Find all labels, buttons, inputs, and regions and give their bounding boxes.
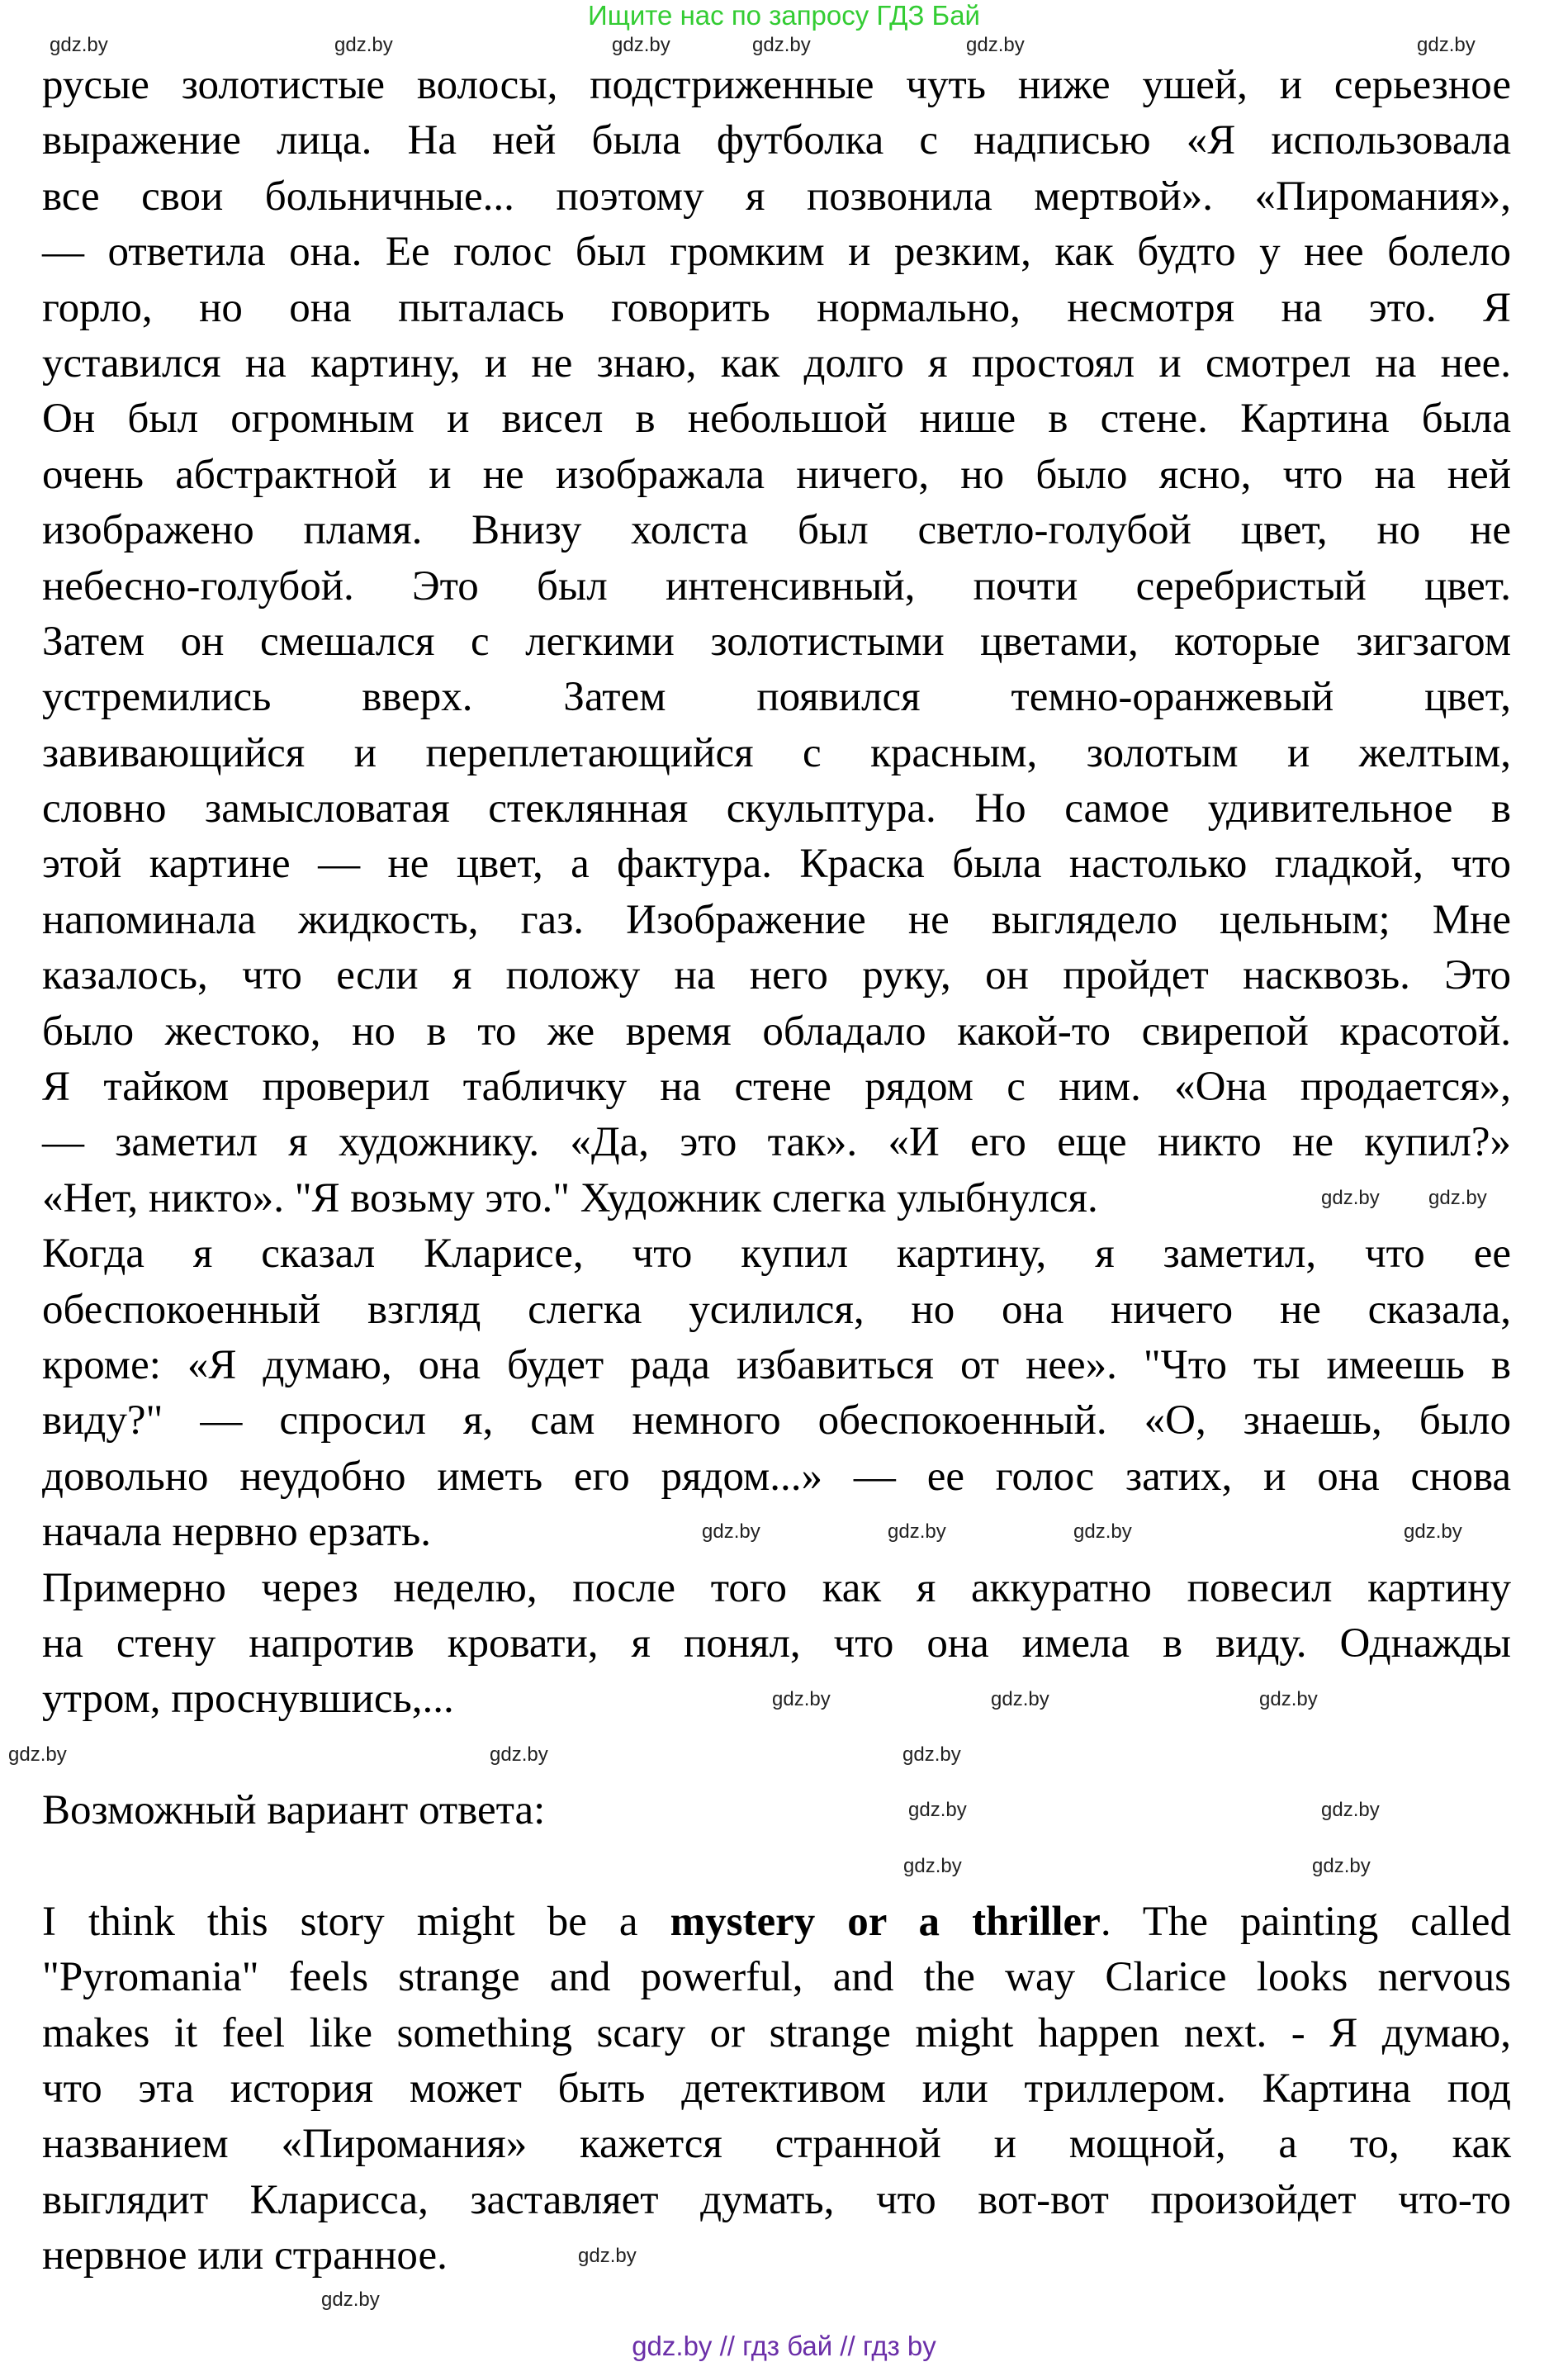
story-line: выражение лица. На ней была футболка с надписью «Я использовала (42, 117, 1511, 164)
answer-text: . The painting called (1100, 1898, 1511, 1945)
footer-links[interactable]: gdz.by // гдз бай // гдз by (632, 2331, 936, 2361)
watermark: gdz.by (1312, 1855, 1371, 1877)
answer-line: что эта история может быть детективом или триллером. Картина под (42, 2066, 1511, 2113)
story-line: русые золотистые волосы, подстриженные чуть ниже ушей, и серьезное (42, 62, 1511, 108)
story-line: Примерно через неделю, после того как я аккуратно повесил картину (42, 1564, 1511, 1611)
story-line: устремились вверх. Затем появился темно-оранжевый цвет, (42, 674, 1511, 721)
watermark: gdz.by (908, 1799, 967, 1821)
story-line: казалось, что если я положу на него руку, он пройдет насквозь. Это (42, 952, 1511, 999)
answer-line: названием «Пиромания» кажется странной и мощной, а то, как (42, 2121, 1511, 2168)
story-line: Я тайком проверил табличку на стене рядом с ним. «Она продается», (42, 1064, 1511, 1111)
watermark: gdz.by (1321, 1187, 1380, 1209)
story-line: уставился на картину, и не знаю, как долго я простоял и смотрел на нее. (42, 339, 1511, 387)
story-line: словно замысловатая стеклянная скульптура. Но самое удивительное в (42, 785, 1511, 832)
story-line: Затем он смешался с легкими золотистыми цветами, которые зигзагом (42, 618, 1511, 665)
answer-line: нервное или странное. (42, 2232, 448, 2279)
answer-line: "Pyromania" feels strange and powerful, and the way Clarice looks nervous (42, 1954, 1511, 2001)
watermark: gdz.by (1073, 1520, 1132, 1543)
story-line: было жестоко, но в то же время обладало какой-то свирепой красотой. (42, 1008, 1511, 1055)
story-line: напоминала жидкость, газ. Изображение не выглядело цельным; Мне (42, 896, 1511, 943)
answer-line: makes it feel like something scary or strange might happen next. - Я думаю, (42, 2009, 1511, 2056)
watermark: gdz.by (772, 1688, 831, 1710)
search-hint-banner: Ищите нас по запросу ГДЗ Бай (588, 0, 980, 31)
story-line: завивающийся и переплетающийся с красным, золотым и желтым, (42, 729, 1511, 776)
watermark: gdz.by (334, 34, 393, 56)
story-line: виду?" — спросил я, сам немного обеспокоенный. «О, знаешь, было (42, 1397, 1511, 1444)
story-line: изображено пламя. Внизу холста был светло-голубой цвет, но не (42, 507, 1511, 554)
watermark: gdz.by (702, 1520, 760, 1543)
watermark: gdz.by (752, 34, 811, 56)
story-line: кроме: «Я думаю, она будет рада избавиться от нее». "Что ты имеешь в (42, 1341, 1511, 1388)
watermark: gdz.by (903, 1855, 962, 1877)
watermark: gdz.by (1417, 34, 1476, 56)
story-line: — заметил я художнику. «Да, это так». «И его еще никто не купил?» (42, 1119, 1511, 1166)
answer-line (42, 1895, 1511, 1950)
story-line: «Нет, никто». "Я возьму это." Художник слегка улыбнулся. (42, 1174, 1098, 1221)
story-line: очень абстрактной и не изображала ничего, но было ясно, что на ней (42, 451, 1511, 498)
watermark: gdz.by (8, 1743, 67, 1766)
watermark: gdz.by (902, 1743, 961, 1766)
story-line: этой картине — не цвет, а фактура. Краска была настолько гладкой, что (42, 841, 1511, 888)
answer-heading: Возможный вариант ответа: (42, 1787, 546, 1834)
answer-text: I think this story might be a (42, 1898, 670, 1945)
story-line: довольно неудобно иметь его рядом...» — ее голос затих, и она снова (42, 1453, 1511, 1500)
story-line: горло, но она пыталась говорить нормально, несмотря на это. Я (42, 284, 1511, 331)
watermark: gdz.by (1321, 1799, 1380, 1821)
watermark: gdz.by (321, 2288, 380, 2311)
watermark: gdz.by (1404, 1520, 1462, 1543)
watermark: gdz.by (612, 34, 670, 56)
watermark: gdz.by (578, 2245, 637, 2267)
watermark: gdz.by (490, 1743, 548, 1766)
story-line: на стену напротив кровати, я понял, что она имела в виду. Однажды (42, 1620, 1511, 1667)
story-line: — ответила она. Ее голос был громким и резким, как будто у нее болело (42, 229, 1511, 276)
watermark: gdz.by (966, 34, 1025, 56)
story-line: обеспокоенный взгляд слегка усилился, но она ничего не сказала, (42, 1286, 1511, 1333)
watermark: gdz.by (50, 34, 108, 56)
story-line: все свои больничные... поэтому я позвонила мертвой». «Пиромания», (42, 173, 1511, 220)
story-line: небесно-голубой. Это был интенсивный, почти серебристый цвет. (42, 562, 1511, 609)
story-line: начала нервно ерзать. (42, 1509, 432, 1556)
document-body (42, 58, 1511, 2284)
story-line: утром, проснувшись,... (42, 1676, 454, 1723)
story-line: Когда я сказал Кларисе, что купил картину, я заметил, что ее (42, 1231, 1511, 1278)
watermark: gdz.by (888, 1520, 946, 1543)
watermark: gdz.by (991, 1688, 1049, 1710)
watermark: gdz.by (1259, 1688, 1318, 1710)
genre-emphasis: mystery or a thriller (670, 1898, 1101, 1945)
answer-line: выглядит Кларисса, заставляет думать, что вот-вот произойдет что-то (42, 2176, 1511, 2223)
story-line: Он был огромным и висел в небольшой нише в стене. Картина была (42, 396, 1511, 443)
watermark: gdz.by (1428, 1187, 1487, 1209)
